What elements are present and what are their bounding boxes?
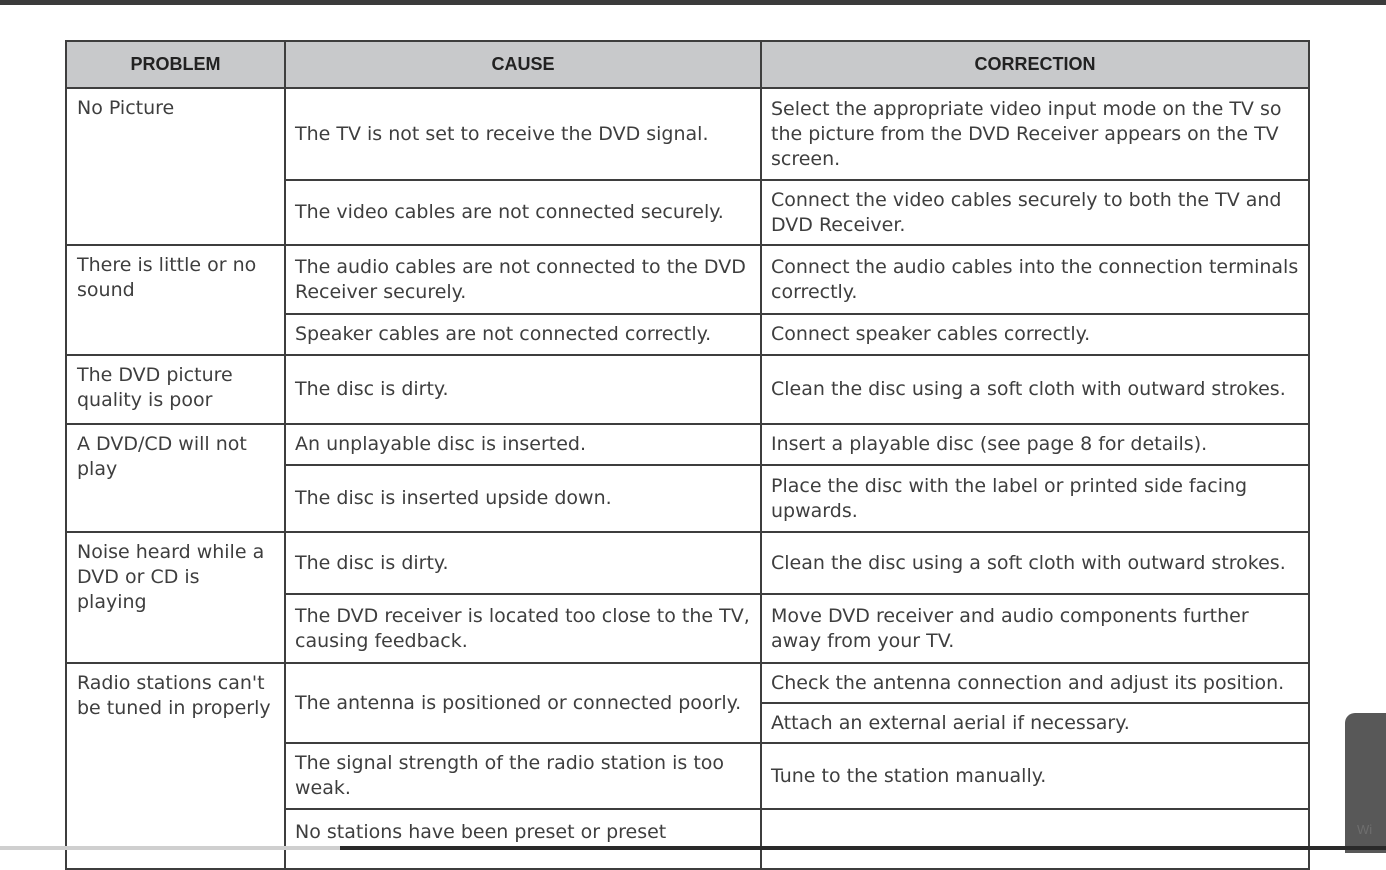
problem-cell: No Picture: [66, 88, 285, 245]
problem-cell: A DVD/CD will not play: [66, 424, 285, 532]
cause-cell: The DVD receiver is located too close to the TV, causing feedback.: [285, 594, 761, 663]
side-tab-label: Wi: [1357, 822, 1373, 837]
problem-cell: There is little or no sound: [66, 245, 285, 355]
problem-cell: The DVD picture quality is poor: [66, 355, 285, 424]
correction-cell: Move DVD receiver and audio components further away from your TV.: [761, 594, 1309, 663]
correction-cell: Connect speaker cables correctly.: [761, 314, 1309, 355]
correction-cell: Connect the audio cables into the connection terminals correctly.: [761, 245, 1309, 314]
correction-cell: Check the antenna connection and adjust its position.: [761, 663, 1309, 703]
cause-cell: No stations have been preset or preset: [285, 809, 761, 869]
cause-cell: The video cables are not connected securely.: [285, 180, 761, 245]
troubleshooting-table: [65, 40, 1310, 870]
header-cause: CAUSE: [285, 41, 761, 88]
problem-cell: Radio stations can't be tuned in properly: [66, 663, 285, 869]
correction-cell: Clean the disc using a soft cloth with outward strokes.: [761, 532, 1309, 594]
table-row: [66, 424, 1309, 465]
bottom-bar-progress: [0, 846, 340, 850]
cause-cell: The disc is dirty.: [285, 355, 761, 424]
correction-cell: Attach an external aerial if necessary.: [761, 703, 1309, 743]
table-row: [66, 532, 1309, 594]
correction-cell: Insert a playable disc (see page 8 for details).: [761, 424, 1309, 465]
cause-cell: The signal strength of the radio station is too weak.: [285, 743, 761, 809]
correction-cell: Tune to the station manually.: [761, 743, 1309, 809]
correction-cell: Select the appropriate video input mode on the TV so the picture from the DVD Receiver appears on the TV screen.: [761, 88, 1309, 180]
table-row: [66, 88, 1309, 180]
table-row: [66, 245, 1309, 314]
cause-cell: The TV is not set to receive the DVD signal.: [285, 88, 761, 180]
cause-cell: The disc is inserted upside down.: [285, 465, 761, 532]
cause-cell: The antenna is positioned or connected poorly.: [285, 663, 761, 743]
problem-cell: Noise heard while a DVD or CD is playing: [66, 532, 285, 663]
correction-cell: [761, 809, 1309, 869]
cause-cell: Speaker cables are not connected correctly.: [285, 314, 761, 355]
correction-cell: Connect the video cables securely to both the TV and DVD Receiver.: [761, 180, 1309, 245]
cause-cell: The disc is dirty.: [285, 532, 761, 594]
cause-cell: An unplayable disc is inserted.: [285, 424, 761, 465]
top-bar: [0, 0, 1386, 5]
correction-cell: Place the disc with the label or printed side facing upwards.: [761, 465, 1309, 532]
header-problem: PROBLEM: [66, 41, 285, 88]
troubleshooting-table-container: [65, 40, 1308, 870]
table-header-row: [66, 41, 1309, 88]
table-row: [66, 355, 1309, 424]
correction-cell: Clean the disc using a soft cloth with outward strokes.: [761, 355, 1309, 424]
header-correction: CORRECTION: [761, 41, 1309, 88]
table-row: [66, 663, 1309, 703]
cause-cell: The audio cables are not connected to the DVD Receiver securely.: [285, 245, 761, 314]
